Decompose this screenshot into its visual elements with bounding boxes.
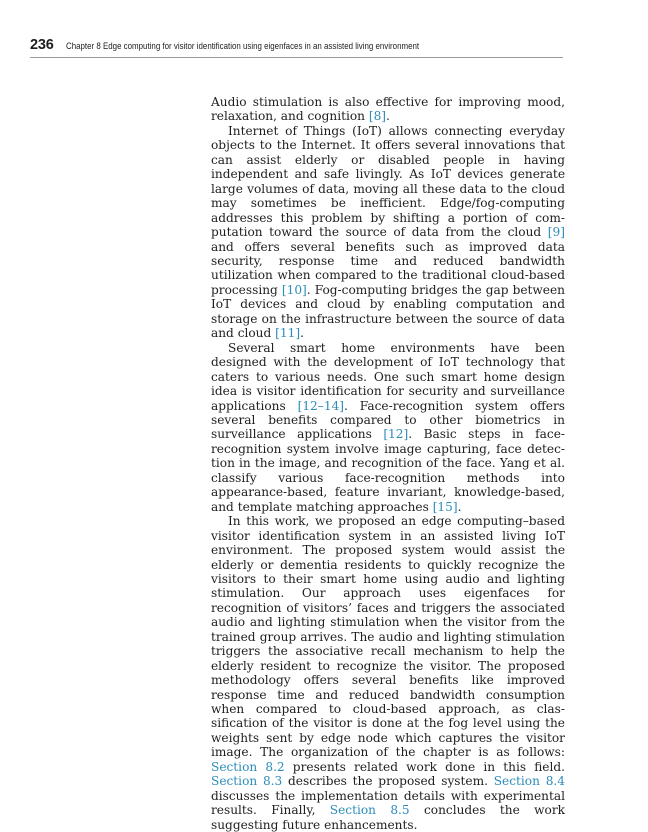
cross-reference-link[interactable]: Section 8.5 (329, 803, 410, 818)
text-run: . (386, 109, 390, 124)
text-run: Several smart home environments have been designed with the development of IoT technology that caters to various needs. One such smart home design idea is visitor identification for security and surveillance applications (211, 340, 565, 413)
paragraph (211, 341, 565, 514)
body-text (211, 95, 565, 832)
paragraph (211, 514, 565, 832)
cross-reference-link[interactable]: [9] (547, 225, 565, 240)
text-run: concludes the work suggesting future enhancements. (211, 803, 566, 832)
text-run: Internet of Things (IoT) allows connecting everyday objects to the Internet. It offers several innovations that can assist elderly or disabled people in having independent and safe livingly. As IoT devices generate large volumes of data, moving all these data to the cloud may sometimes be inefficient. Edge/fog-computing addresses this problem by shifting a portion of computation toward the source of data from the cloud (211, 123, 565, 240)
text-run: . Face-recognition system offers several benefits compared to other biometrics in surveillance applications (211, 398, 565, 442)
text-run: . (457, 499, 462, 514)
cross-reference-link[interactable]: Section 8.4 (493, 774, 565, 789)
text-run: Audio stimulation is also effective for improving mood, relaxation, and cognition (211, 95, 565, 124)
text-run: describes the proposed system. (282, 774, 494, 789)
cross-reference-link[interactable]: [12] (383, 427, 409, 442)
page-number: 236 (30, 37, 54, 53)
chapter-title: Chapter 8 Edge computing for visitor identification using eigenfaces in an assisted living environment (65, 41, 419, 51)
paragraph (211, 124, 565, 341)
cross-reference-link[interactable]: [11] (275, 326, 301, 341)
text-run: . Basic steps in face-recognition system involve image capturing, face detection in the image, and recognition of the face. Yang et al. classify various face-recognition methods into appearance-based, feature invariant, knowledge-based, and template matching approaches (211, 427, 566, 514)
running-header (30, 36, 563, 58)
cross-reference-link[interactable]: Section 8.2 (211, 759, 285, 774)
text-run: presents related work done in this field. (284, 759, 565, 774)
text-run: In this work, we proposed an edge computing–based visitor identification system in an assisted living IoT environment. The proposed system would assist the elderly or dementia residents to quickly recognize the visitors to their smart home using audio and lighting stimulation. Our approach uses eigenfaces for recognition of visitors’ faces and triggers the associated audio and lighting stimulation when the visitor from the trained group arrives. The audio and lighting stimulation triggers the associative recall mechanism to help the elderly resident to recognize the visitor. The proposed methodology offers several benefits like improved response time and reduced bandwidth consumption when compared to cloud-based approach, as classification of the visitor is done at the fog level using the weights sent by edge node which captures the visitor image. The organization of the chapter is as follows: (211, 514, 565, 760)
cross-reference-link[interactable]: [10] (281, 282, 307, 297)
text-run: . Fog-computing bridges the gap between IoT devices and cloud by enabling computation and storage on the infrastructure between the source of data and cloud (211, 282, 565, 341)
cross-reference-link[interactable]: Section 8.3 (211, 774, 283, 789)
cross-reference-link[interactable]: [15] (432, 499, 458, 514)
text-run: discusses the implementation details with experimental results. Finally, (211, 788, 565, 818)
cross-reference-link[interactable]: [12–14] (297, 398, 345, 413)
cross-reference-link[interactable]: [8] (368, 109, 387, 124)
text-run: . (300, 326, 304, 341)
paragraph (211, 95, 565, 124)
text-run: and offers several benefits such as improved data security, response time and reduced bandwidth utilization when compared to the traditional cloud-based processing (211, 239, 565, 297)
